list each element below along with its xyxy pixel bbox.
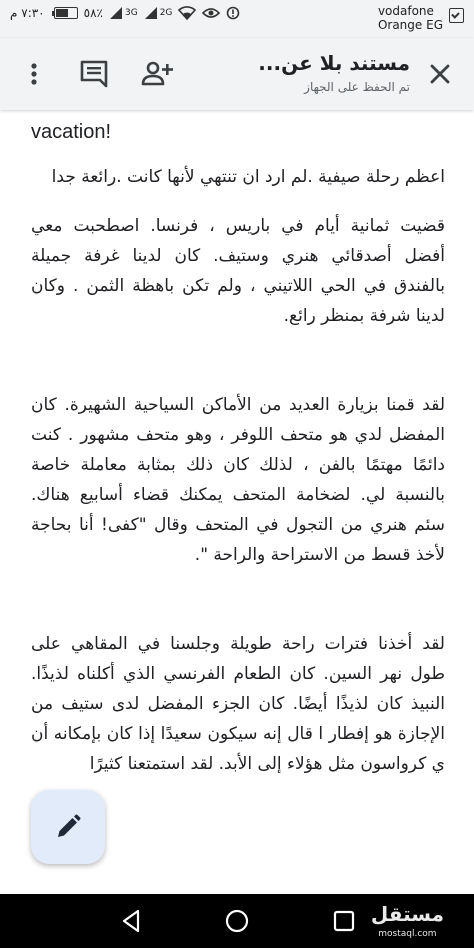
- paragraph-4[interactable]: لقد أخذنا فترات راحة طويلة وجلسنا في المقاهي على طول نهر السين. كان الطعام الفرنسي الذي أكلناه لذيذًا. النبيذ كان لذيذًا أيضًا. كان الجزء المفضل لدى ستيف من الإجازة هو إفطار ا قال إنه سيكون سعيدًا إذا كان بإمكانه أن ي كرواسون مثل هؤلاء إلى الأبد. لقد استمتعنا كثيرًا: [31, 634, 445, 774]
- close-button[interactable]: [426, 60, 454, 88]
- text-line[interactable]: vacation!: [31, 121, 112, 143]
- paragraph-2[interactable]: قضيت ثمانية أيام في باريس ، فرنسا. اصطحبت معي أفضل أصدقائي هنري وستيف. كان لدينا غرفة جميلة بالفندق في الحي اللاتيني ، ولم تكن باهظة الثمن . وكان لدينا شرفة بمنظر رائع.: [31, 216, 445, 326]
- document-title-block[interactable]: [258, 50, 410, 96]
- document-content[interactable]: [31, 118, 445, 798]
- signal-3g-icon: [109, 6, 138, 20]
- watermark: [371, 904, 444, 944]
- blank-line: [31, 589, 445, 629]
- clock: ٧:٣٠ م: [10, 6, 45, 20]
- battery-icon: [51, 7, 78, 19]
- home-button[interactable]: [223, 907, 251, 935]
- battery-percent: ٥٨٪: [83, 6, 103, 20]
- status-bar: [0, 0, 474, 38]
- comments-button[interactable]: [78, 58, 110, 90]
- document-title[interactable]: مستند بلا عن...: [258, 51, 410, 75]
- document-body[interactable]: [0, 110, 474, 894]
- comment-icon: [78, 58, 110, 90]
- carrier-1: vodafone: [377, 4, 434, 18]
- status-right: [378, 4, 464, 32]
- back-triangle-icon: [118, 907, 146, 935]
- alarm-icon: [226, 6, 240, 20]
- recent-apps-button[interactable]: [330, 907, 358, 935]
- person-add-icon: [140, 58, 174, 90]
- save-status: تم الحفظ على الجهاز: [304, 80, 410, 94]
- back-button[interactable]: [118, 907, 146, 935]
- watermark-text: مستقل: [370, 902, 444, 926]
- network-2g-label: 2G: [159, 8, 173, 18]
- edit-fab-button[interactable]: [31, 790, 105, 864]
- share-button[interactable]: [140, 58, 172, 90]
- carrier-names: [378, 4, 443, 32]
- paragraph-3[interactable]: لقد قمنا بزيارة العديد من الأماكن السياحية الشهيرة. كان المفضل لدي هو متحف اللوفر ، وهو متحف مشهور . كنت دائمًا مهتمًا بالفن ، لذلك كان ذلك بمثابة معاملة خاصة بالنسبة لي. لضخامة المتحف يمكنك قضاء أسابيع هناك. سئم هنري من التجول في المتحف وقال "كفى! أنا بحاجة لأخذ قسط من الاستراحة والراحة ".: [31, 395, 445, 565]
- paragraph-1[interactable]: اعظم رحلة صيفية .لم ارد ان تنتهي لأنها كانت .رائعة جدا: [51, 167, 445, 187]
- more-options-button[interactable]: [18, 58, 50, 90]
- network-3g-label: 3G: [124, 8, 138, 18]
- pencil-icon: [53, 812, 83, 842]
- wifi-icon: [178, 6, 196, 20]
- carrier-2: Orange EG: [377, 18, 443, 32]
- sim-check-icon: [449, 8, 464, 23]
- app-bar: [0, 38, 474, 110]
- eye-icon: [202, 6, 220, 20]
- more-vertical-icon: [18, 58, 50, 90]
- signal-2g-icon: [144, 6, 173, 20]
- status-left: [10, 6, 240, 20]
- watermark-sub: mostaql.com: [378, 929, 437, 939]
- recent-square-icon: [330, 907, 358, 935]
- blank-line: [31, 350, 445, 390]
- home-circle-icon: [223, 907, 251, 935]
- close-icon: [426, 60, 454, 88]
